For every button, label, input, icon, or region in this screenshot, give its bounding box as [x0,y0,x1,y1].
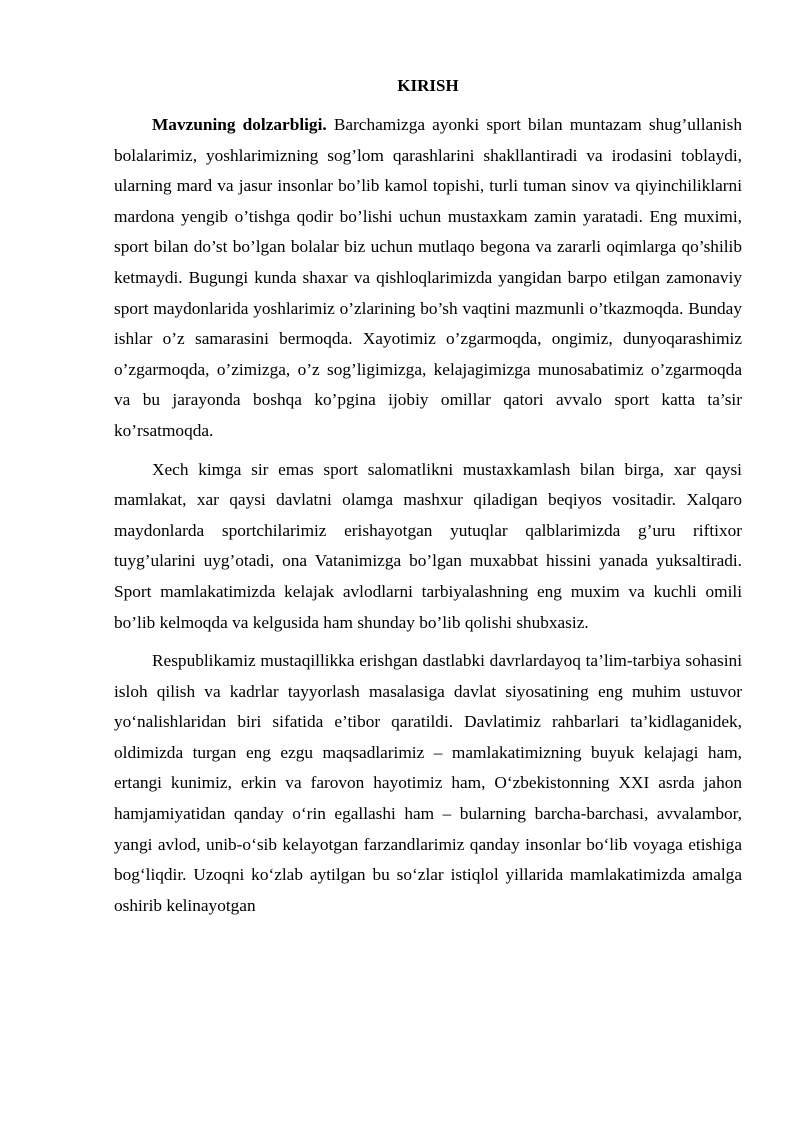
paragraph-relevance [114,110,742,447]
paragraph-sport-value [114,455,742,639]
paragraph-education-reform [114,646,742,921]
paragraph-text: Barchamizga ayonki sport bilan muntazam shug’ullanish bolalarimiz, yoshlarimizning sog’lom qarashlarini shakllantiradi va irodasini toblaydi, ularning mard va jasur insonlar bo’lib kamol topishi, turli tuman sinov va qiyinchiliklarni mardona yengib o’tishga qodir bo’lishi uchun mustaxkam zamin yaratadi. Eng muximi, sport bilan do’st bo’lgan bolalar biz uchun mutlaqo begona va zararli oqimlarga qo’shilib ketmaydi. Bugungi kunda shaxar va qishloqlarimizda yangidan barpo etilgan zamonaviy sport maydonlarida yoshlarimiz o’zlarining bo’sh vaqtini mazmunli o’tkazmoqda. Bunday ishlar o’z samarasini bermoqda. Xayotimiz o’zgarmoqda, ongimiz, dunyoqarashimiz o’zgarmoqda, o’zimizga, o’z sog’ligimizga, kelajagimizga munosabatimiz o’zgarmoqda va bu jarayonda boshqa ko’pgina ijobiy omillar qatori avvalo sport katta ta’sir ko’rsatmoqda. [114,115,742,440]
section-heading: KIRISH [397,76,459,95]
document-page [114,68,742,929]
paragraph-text: Respublikamiz mustaqillikka erishgan dastlabki davrlardayoq ta’lim-tarbiya sohasini isloh qilish va kadrlar tayyorlash masalasiga davlat siyosatining eng muhim ustuvor yo‘nalishlaridan biri sifatida e’tibor qaratildi. Davlatimiz rahbarlari ta’kidlaganidek, oldimizda turgan eng ezgu maqsadlarimiz – mamlakatimizning buyuk kelajagi ham, ertangi kunimiz, erkin va farovon hayotimiz ham, O‘zbekistonning XXI asrda jahon hamjamiyatidan qanday o‘rin egallashi ham – bularning barcha-barchasi, avvalambor, yangi avlod, unib-o‘sib kelayotgan farzandlarimiz qanday insonlar bo‘lib voyaga etishiga bog‘liqdir. Uzoqni ko‘zlab aytilgan bu so‘zlar istiqlol yillarida mamlakatimizda amalga oshirib kelinayotgan [114,651,742,915]
paragraph-text: Xech kimga sir emas sport salomatlikni mustaxkamlash bilan birga, xar qaysi mamlakat, xar qaysi davlatni olamga mashxur qiladigan beqiyos vositadir. Xalqaro maydonlarda sportchilarimiz erishayotgan yutuqlar qalblarimizda g’uru riftixor tuyg’ularini uyg’otadi, ona Vatanimizga bo’lgan muxabbat hissini yanada yuksaltiradi. Sport mamlakatimizda kelajak avlodlarni tarbiyalashning eng muxim va kuchli omili bo’lib kelmoqda va kelgusida ham shunday bo’lib qolishi shubxasiz. [114,459,742,632]
paragraph-lead: Mavzuning dolzarbligi. [152,115,327,134]
